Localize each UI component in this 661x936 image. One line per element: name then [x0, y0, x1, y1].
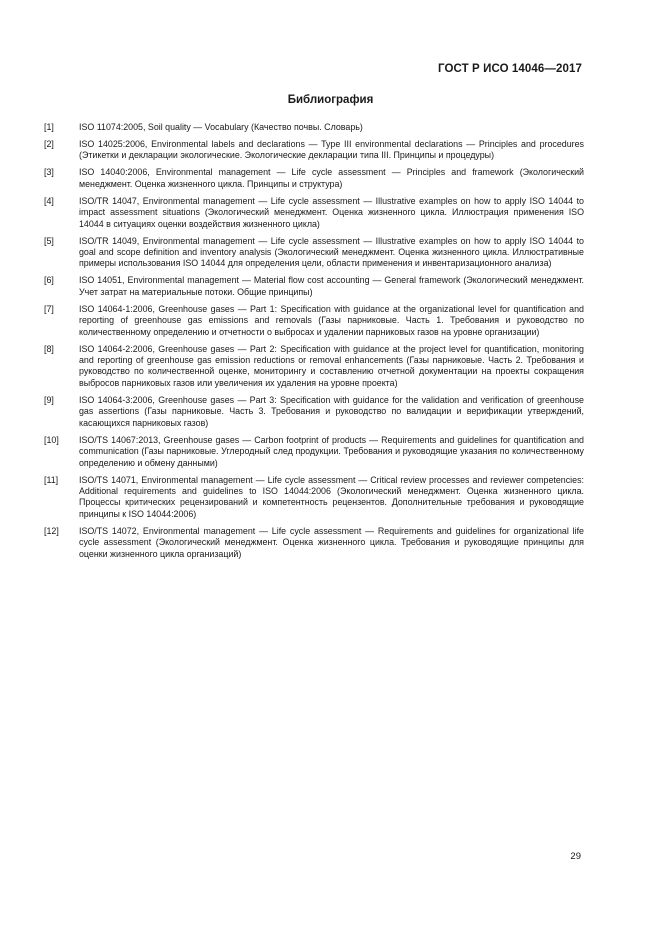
reference-number: [11]	[44, 474, 59, 485]
reference-number: [8]	[44, 343, 54, 354]
reference-text: ISO 14040:2006, Environmental management — Life cycle assessment — Principles and framework (Экологический менеджмент. Оценка жизненного цикла. Принципы и структура)	[79, 167, 584, 189]
bibliography-item	[44, 139, 584, 162]
bibliography-item	[44, 167, 584, 190]
reference-text: ISO/TS 14071, Environmental management — Life cycle assessment — Critical review processes and reviewer competencies: Additional requirements and guidelines to ISO 14044:2006 (Экологический менеджмент. Оценка жизненного цикла. Процессы критических рецензирований и компетентность рецензентов. Дополнительные требования и руководящие принципы к ISO 14044:2006)	[79, 474, 584, 519]
document-standard-code: ГОСТ Р ИСО 14046—2017	[437, 63, 582, 75]
bibliography-item	[44, 526, 584, 560]
reference-number: [10]	[44, 434, 59, 445]
reference-number: [9]	[44, 394, 54, 405]
reference-text: ISO/TR 14049, Environmental management — Life cycle assessment — Illustrative examples on how to apply ISO 14044 to goal and scope definition and inventory analysis (Экологический менеджмент. Оценка жизненного цикла. Иллюстративные примеры использования ISO 14044 для определения цели, области применения и инвентаризационного анализа)	[79, 235, 584, 269]
reference-number: [4]	[44, 195, 54, 206]
reference-text: ISO 14064-1:2006, Greenhouse gases — Part 1: Specification with guidance at the organizational level for quantification and reporting of greenhouse gas emissions and removals (Газы парниковые. Часть 1. Требования и руководство по количественному определению и отчетности о выбросах и удалении парниковых газов на уровне организации)	[79, 303, 584, 337]
reference-text: ISO/TS 14067:2013, Greenhouse gases — Carbon footprint of products — Requirements and guidelines for quantification and communication (Газы парниковые. Углеродный след продукции. Требования и руководящие указания по количественному определению и обмену данными)	[79, 434, 584, 468]
page-number: 29	[570, 851, 581, 862]
reference-number: [6]	[44, 275, 54, 286]
reference-text: ISO/TR 14047, Environmental management — Life cycle assessment — Illustrative examples on how to apply ISO 14044 to impact assessment situations (Экологический менеджмент. Оценка жизненного цикла. Иллюстрация применения ISO 14044 в ситуациях оценки воздействия жизненного цикла)	[79, 195, 584, 229]
reference-number: [12]	[44, 525, 59, 536]
bibliography-item	[44, 475, 584, 521]
reference-text: ISO 14064-2:2006, Greenhouse gases — Part 2: Specification with guidance at the project level for quantification, monitoring and reporting of greenhouse gas emission reductions or removal enhancements (Газы парниковые. Часть 2. Требования и руководство по количественной оценке, мониторингу и составлению отчетной документации на проекты сокращения выбросов парниковых газов или увеличения их удаления на уровне проекта)	[79, 343, 584, 388]
reference-number: [1]	[44, 122, 54, 132]
reference-text: ISO 14051, Environmental management — Material flow cost accounting — General framework (Экологический менеджмент. Учет затрат на материальные потоки. Общие принципы)	[79, 275, 584, 297]
reference-number: [2]	[44, 139, 54, 149]
reference-number: [7]	[44, 303, 54, 314]
reference-text: ISO 14025:2006, Environmental labels and declarations — Type III environmental declarations — Principles and procedures (Этикетки и декларации экологические. Экологические декларации типа III. Принципы и процедуры)	[79, 139, 584, 161]
bibliography-item	[44, 344, 584, 390]
reference-number: [3]	[44, 167, 54, 178]
reference-number: [5]	[44, 235, 54, 246]
reference-text: ISO/TS 14072, Environmental management — Life cycle assessment — Requirements and guidelines for organizational life cycle assessment (Экологический менеджмент. Оценка жизненного цикла. Требования и руководящие принципы для оценки жизненного цикла организаций)	[79, 525, 584, 559]
bibliography-item	[44, 275, 584, 298]
bibliography-item	[44, 395, 584, 429]
bibliography-item	[44, 122, 584, 133]
bibliography-item	[44, 435, 584, 469]
reference-text: ISO 11074:2005, Soil quality — Vocabulary (Качество почвы. Словарь)	[79, 122, 363, 132]
page-title: Библиография	[287, 94, 374, 106]
reference-text: ISO 14064-3:2006, Greenhouse gases — Part 3: Specification with guidance for the validation and verification of greenhouse gas assertions (Газы парниковые. Часть 3. Требования и руководство по валидации и верификации утверждений, касающихся парниковых газов)	[79, 394, 584, 428]
bibliography-item	[44, 196, 584, 230]
bibliography-list	[44, 122, 584, 566]
bibliography-item	[44, 304, 584, 338]
bibliography-item	[44, 236, 584, 270]
